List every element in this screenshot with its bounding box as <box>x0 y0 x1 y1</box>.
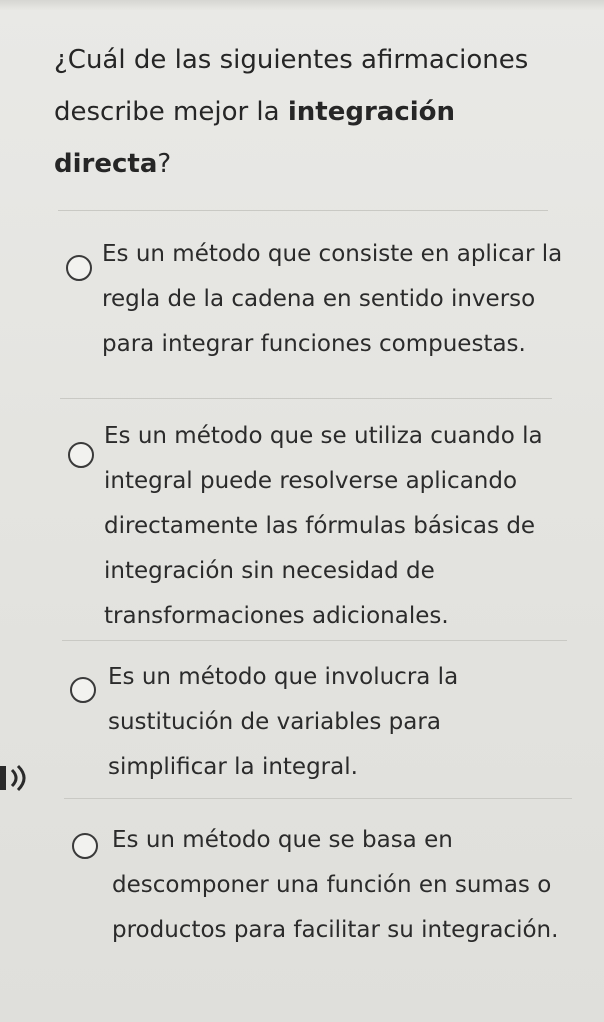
option-3-label: Es un método que involucra la sustitución de variables para simplificar la integral. <box>108 664 459 780</box>
divider <box>60 398 552 399</box>
question-part1: ¿Cuál de las siguientes afirmaciones describe mejor la <box>54 45 529 127</box>
radio-circle-icon[interactable] <box>72 833 98 859</box>
option-1-label: Es un método que consiste en aplicar la regla de la cadena en sentido inverso para integrar funciones compuestas. <box>102 241 563 357</box>
audio-speaker-icon[interactable] <box>0 760 34 796</box>
divider <box>58 210 548 211</box>
divider <box>62 640 567 641</box>
radio-circle-icon[interactable] <box>68 442 94 468</box>
divider <box>64 798 572 799</box>
radio-circle-icon[interactable] <box>66 255 92 281</box>
question-text <box>54 34 554 190</box>
option-2-label: Es un método que se utiliza cuando la integral puede resolverse aplicando directamente las fórmulas básicas de integración sin necesidad de transformaciones adicionales. <box>104 423 543 629</box>
top-edge <box>0 0 604 10</box>
radio-circle-icon[interactable] <box>70 677 96 703</box>
option-4-label: Es un método que se basa en descomponer una función en sumas o productos para facilitar su integración. <box>112 827 559 943</box>
question-part2: ? <box>157 149 172 179</box>
question-bold: integración directa <box>54 97 456 179</box>
